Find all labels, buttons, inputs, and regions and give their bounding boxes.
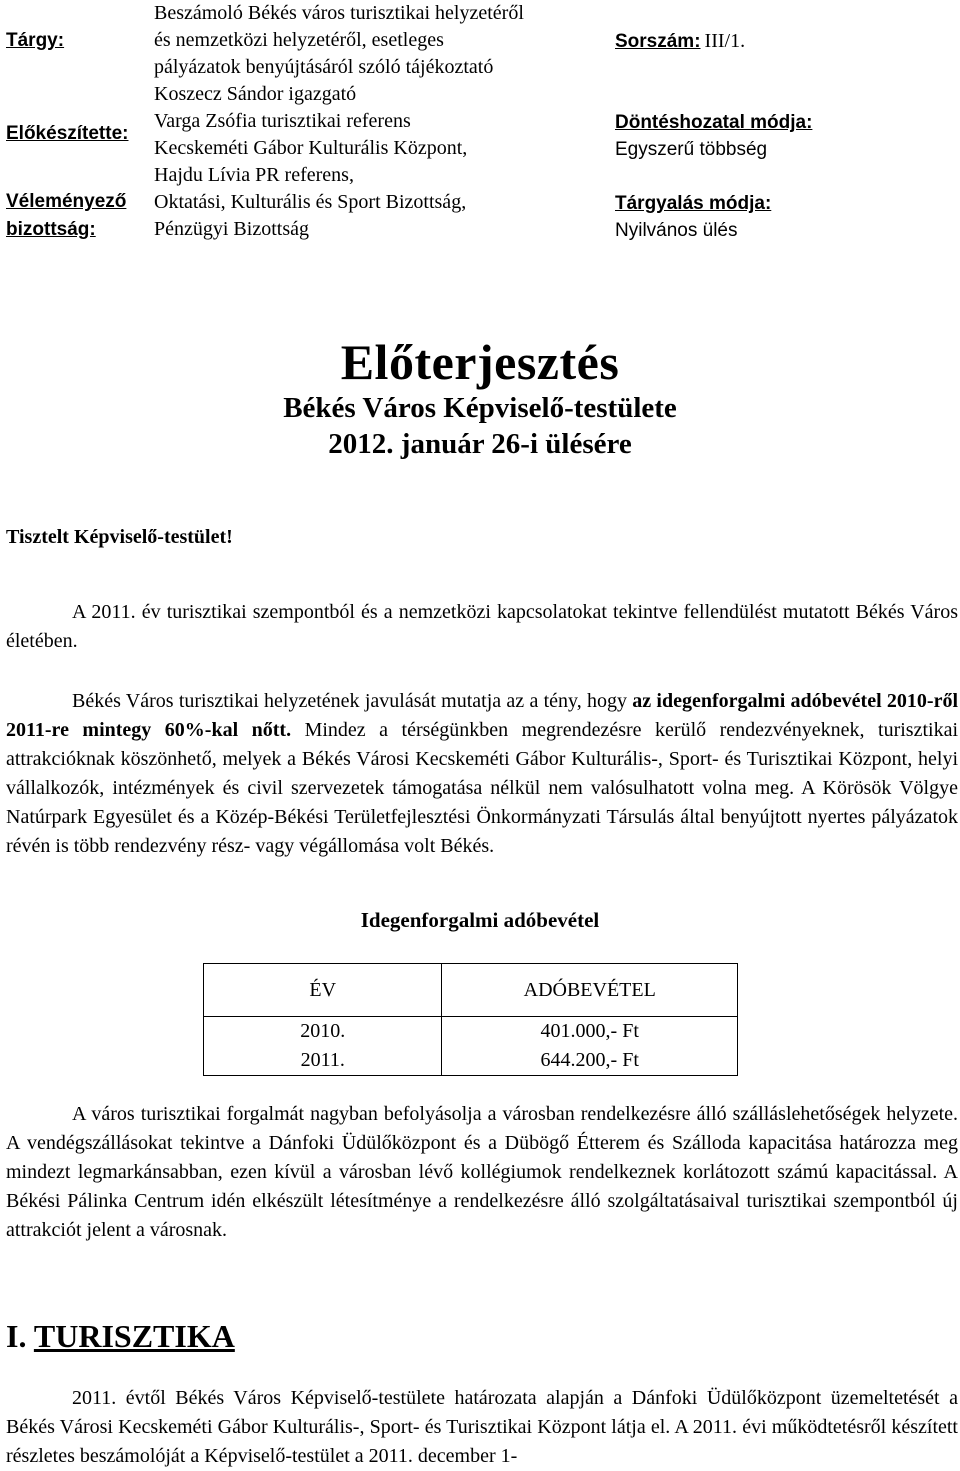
elokeszitette-label: Előkészítette: — [6, 123, 129, 144]
targy-label: Tárgy: — [6, 30, 65, 51]
cell-year: 2011. — [204, 1046, 442, 1076]
header-year: ÉV — [204, 964, 442, 1017]
sorszam — [615, 30, 745, 53]
elokeszitette-line-1: Koszecz Sándor igazgató — [154, 83, 357, 105]
table-row — [204, 1046, 738, 1076]
velemenyezo-label: Véleményező — [6, 191, 127, 212]
donteshozatal-label: Döntéshozatal módja: — [615, 112, 813, 133]
header-revenue: ADÓBEVÉTEL — [442, 964, 738, 1017]
table-title: Idegenforgalmi adóbevétel — [360, 908, 600, 932]
paragraph-1 — [6, 598, 958, 656]
greeting: Tisztelt Képviselő-testület! — [6, 526, 233, 548]
paragraph-4 — [6, 1384, 958, 1471]
paragraph-4-text: 2011. évtől Békés Város Képviselő-testülete határozata alapján a Dánfoki Üdülőközpont üzemeltetését a Békés Városi Kecskeméti Gábor Kulturális-, Sport- és Turisztikai Központ látja el. A 2011. évi működtetésről készített részletes beszámolóját a Képviselő-testület a 2011. december 1- — [6, 1387, 958, 1467]
paragraph-3 — [6, 1100, 958, 1245]
cell-year: 2010. — [204, 1017, 442, 1047]
bizottsag-label: bizottság: — [6, 219, 96, 240]
cell-amount: 401.000,- Ft — [442, 1017, 738, 1047]
targyalas-label: Tárgyalás módja: — [615, 193, 772, 214]
section-title: TURISZTIKA — [33, 1318, 235, 1354]
donteshozatal-value: Egyszerű többség — [615, 139, 768, 160]
sorszam-label: Sorszám: — [615, 31, 701, 52]
targyalas-value: Nyilvános ülés — [615, 220, 738, 241]
velemenyezo-line-1: Oktatási, Kulturális és Sport Bizottság, — [154, 191, 467, 213]
paragraph-2-end: Mindez a térségünkben megrendezésre kerülő rendezvényeknek, turisztikai attrakcióknak köszönhető, melyek a Békés Városi Kecskeméti Gábor Kulturális-, Sport- és Turisztikai Központ, helyi vállalkozók, intézmények és civil szervezetek támogatása nélkül nem valósulhatott volna meg. A Körösök Völgye Natúrpark Egyesület és a Közép-Békési Területfejlesztési Önkormányzati Társulás által benyújtott nyertes pályázatok révén is több rendezvény rész- vagy végállomása volt Békés. — [6, 719, 958, 857]
paragraph-1-text: A 2011. év turisztikai szempontból és a nemzetközi kapcsolatokat tekintve fellendülést mutatott Békés Város életében. — [6, 601, 958, 652]
elokeszitette-line-4: Hajdu Lívia PR referens, — [154, 164, 354, 186]
cell-amount: 644.200,- Ft — [442, 1046, 738, 1076]
targy-line-2: és nemzetközi helyzetéről, esetleges — [154, 29, 444, 51]
document-title: Előterjesztés — [340, 334, 620, 390]
paragraph-2-bold: az idegenforgalmi adóbevétel 2010-ről 2011-re mintegy 60%-kal nőtt. — [6, 690, 958, 741]
document-subtitle-1: Békés Város Képviselő-testülete — [283, 392, 677, 424]
paragraph-2 — [6, 687, 958, 861]
section-heading — [6, 1318, 235, 1355]
document-subtitle-2: 2012. január 26-i ülésére — [328, 428, 632, 460]
table-row — [204, 1017, 738, 1047]
elokeszitette-line-3: Kecskeméti Gábor Kulturális Központ, — [154, 137, 468, 159]
elokeszitette-line-2: Varga Zsófia turisztikai referens — [154, 110, 411, 132]
paragraph-3-text: A város turisztikai forgalmát nagyban befolyásolja a városban rendelkezésre álló szálláslehetőségek helyzete. A vendégszállásokat tekintve a Dánfoki Üdülőközpont és a Dübögő Étterem és Szálloda kapacitása határozza meg mindezt legmarkánsabban, ezen kívül a városban lévő kollégiumok rendelkeznek korlátozott számú kapacitással. A Békési Pálinka Centrum idén elkészült létesítménye a rendelkezésre álló szolgáltatásaival turisztikai szempontból új attrakciót jelent a városnak. — [6, 1103, 958, 1241]
targy-line-1: Beszámoló Békés város turisztikai helyzetéről — [154, 2, 524, 24]
paragraph-2-text — [6, 687, 958, 861]
section-number: I. — [6, 1318, 27, 1354]
paragraph-2-start: Békés Város turisztikai helyzetének javulását mutatja az a tény, hogy — [72, 690, 633, 712]
sorszam-value: III/1. — [704, 30, 746, 52]
velemenyezo-line-2: Pénzügyi Bizottság — [154, 218, 309, 240]
targy-line-3: pályázatok benyújtásáról szóló tájékoztató — [154, 56, 494, 78]
revenue-table — [203, 963, 738, 1076]
table-header-row — [204, 964, 738, 1017]
